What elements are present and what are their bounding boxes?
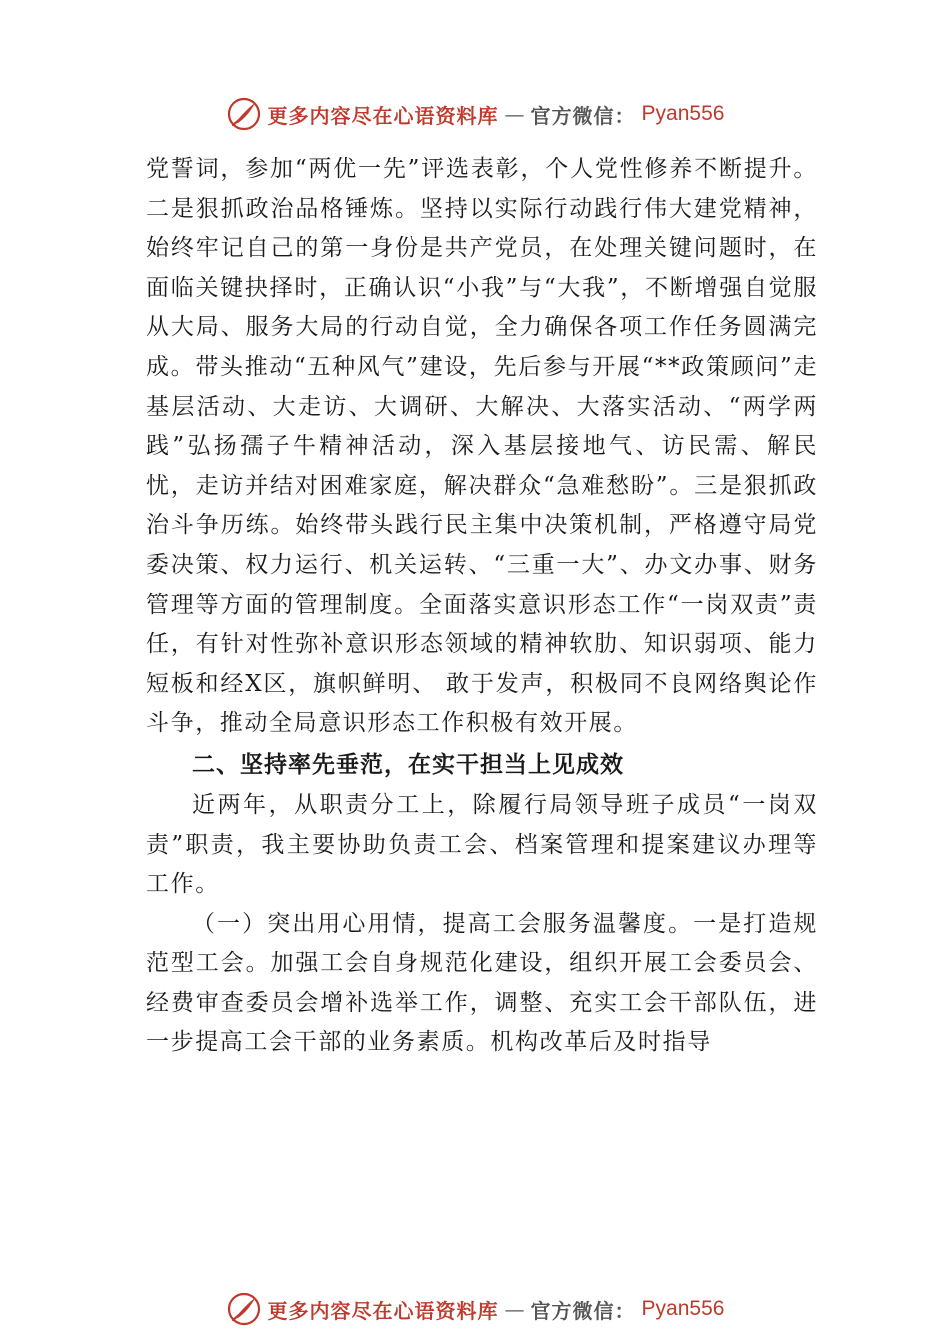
paragraph-3: （一）突出用心用情，提高工会服务温馨度。一是打造规范型工会。加强工会自身规范化建设，组织开展工会委员会、经费审查委员会增补选举工作，调整、充实工会干部队伍，进一步提高工会干部的业务素质。机构改革后及时指导 <box>146 910 818 1056</box>
paragraph-2: 近两年，从职责分工上，除履行局领导班子成员“一岗双责”职责，我主要协助负责工会、档案管理和提案建议办理等工作。 <box>146 791 818 898</box>
document-body <box>146 150 818 1063</box>
watermark-separator: — <box>504 1297 525 1321</box>
watermark-title: 更多内容尽在心语资料库 <box>267 103 499 128</box>
watermark-footer <box>0 1289 950 1329</box>
quill-logo-icon <box>226 1291 262 1327</box>
watermark-label: 官方微信： <box>530 1298 636 1323</box>
watermark-header <box>0 94 950 134</box>
section-heading-2: 二、坚持率先垂范，在实干担当上见成效 <box>192 751 624 778</box>
watermark-wechat-id: Pyan556 <box>641 102 725 125</box>
quill-logo-icon <box>226 96 262 132</box>
watermark-title: 更多内容尽在心语资料库 <box>267 1298 499 1323</box>
watermark-separator: — <box>504 102 525 126</box>
watermark-wechat-id: Pyan556 <box>641 1297 725 1320</box>
watermark-label: 官方微信： <box>530 103 636 128</box>
paragraph-1: 党誓词，参加“两优一先”评选表彰，个人党性修养不断提升。二是狠抓政治品格锤炼。坚持以实际行动践行伟大建党精神，始终牢记自己的第一身份是共产党员，在处理关键问题时，在面临关键抉择时，正确认识“小我”与“大我”，不断增强自觉服从大局、服务大局的行动自觉，全力确保各项工作任务圆满完成。带头推动“五种风气”建设，先后参与开展“**政策顾问”走基层活动、大走访、大调研、大解决、大落实活动、“两学两践”弘扬孺子牛精神活动，深入基层接地气、访民需、解民忧，走访并结对困难家庭，解决群众“急难愁盼”。三是狠抓政治斗争历练。始终带头践行民主集中决策机制，严格遵守局党委决策、权力运行、机关运转、“三重一大”、办文办事、财务管理等方面的管理制度。全面落实意识形态工作“一岗双责”责任，有针对性弥补意识形态领域的精神软肋、知识弱项、能力短板和经X区，旗帜鲜明、 敢于发声，积极同不良网络舆论作斗争，推动全局意识形态工作积极有效开展。 <box>146 156 818 737</box>
